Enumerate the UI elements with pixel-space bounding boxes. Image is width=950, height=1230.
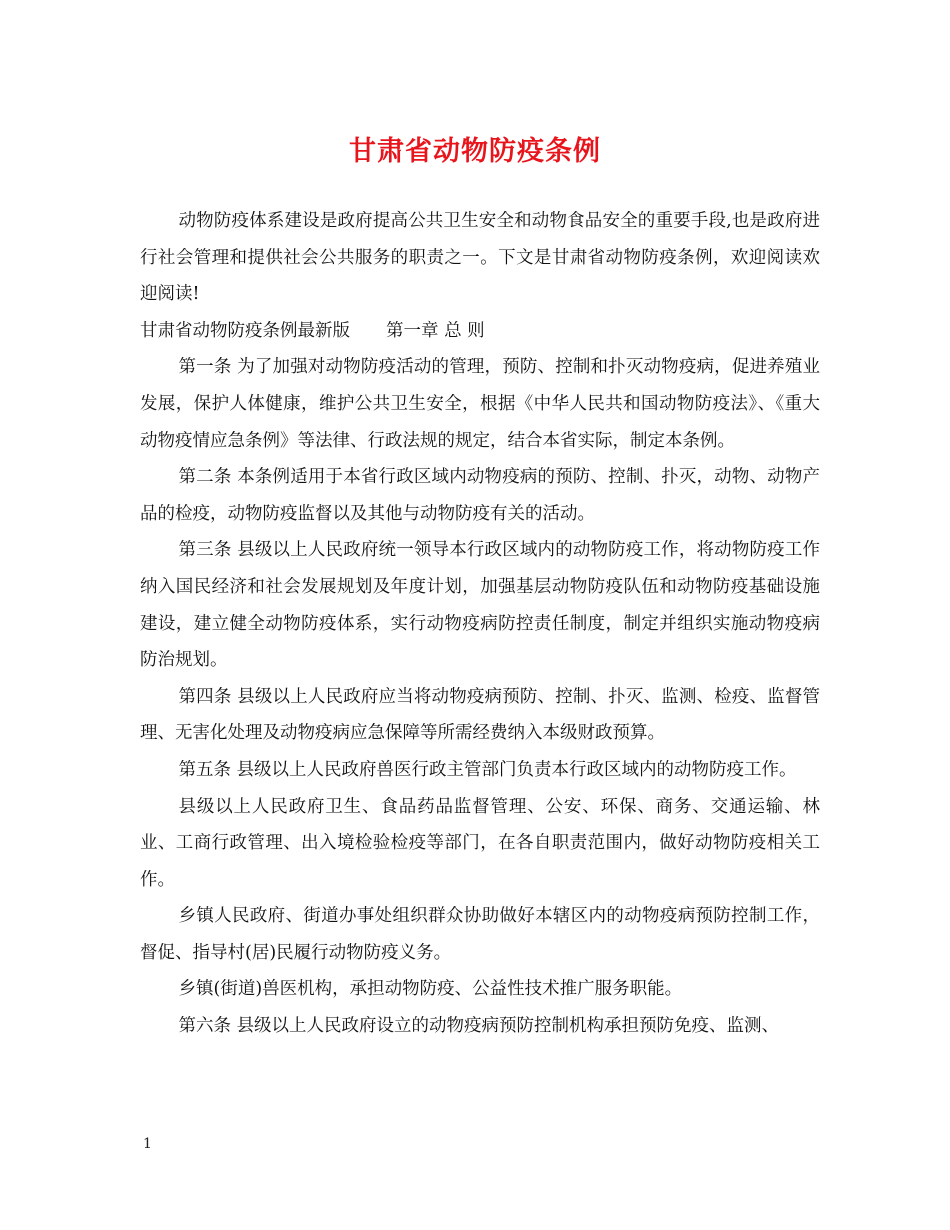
document-body [140,203,820,1045]
subtitle-text: 甘肃省动物防疫条例最新版 [140,320,350,341]
paragraph-article-3: 第三条 县级以上人民政府统一领导本行政区域内的动物防疫工作，将动物防疫工作纳入国民经济和社会发展规划及年度计划，加强基层动物防疫队伍和动物防疫基础设施建设，建立健全动物防疫体系，实行动物疫病防控责任制度，制定并组织实施动物疫病防治规划。 [140,540,820,671]
subtitle-line [140,313,820,350]
paragraph-article-6: 第六条 县级以上人民政府设立的动物疫病预防控制机构承担预防免疫、监测、 [178,1016,780,1037]
paragraph-article-2: 第二条 本条例适用于本省行政区域内动物疫病的预防、控制、扑灭，动物、动物产品的检疫，动物防疫监督以及其他与动物防疫有关的活动。 [140,467,820,524]
paragraph-article-5-clause-4: 乡镇(街道)兽医机构，承担动物防疫、公益性技术推广服务职能。 [178,979,683,1000]
document-title: 甘肃省动物防疫条例 [349,136,601,167]
paragraph-article-4: 第四条 县级以上人民政府应当将动物疫病预防、控制、扑灭、监测、检疫、监督管理、无害化处理及动物疫病应急保障等所需经费纳入本级财政预算。 [140,686,820,744]
paragraph-article-5-clause-3: 乡镇人民政府、街道办事处组织群众协助做好本辖区内的动物疫病预防控制工作，督促、指导村(居)民履行动物防疫义务。 [140,906,820,963]
paragraph-article-5-clause-2: 县级以上人民政府卫生、食品药品监督管理、公安、环保、商务、交通运输、林业、工商行政管理、出入境检验检疫等部门，在各自职责范围内，做好动物防疫相关工作。 [140,796,820,890]
paragraph-article-5: 第五条 县级以上人民政府兽医行政主管部门负责本行政区域内的动物防疫工作。 [178,759,797,780]
chapter-heading: 第一章 总 则 [386,320,485,341]
page-number: 1 [143,1136,152,1152]
paragraph-intro: 动物防疫体系建设是政府提高公共卫生安全和动物食品安全的重要手段,也是政府进行社会管理和提供社会公共服务的职责之一。下文是甘肃省动物防疫条例，欢迎阅读欢迎阅读! [140,211,820,305]
paragraph-article-1: 第一条 为了加强对动物防疫活动的管理，预防、控制和扑灭动物疫病，促进养殖业发展，保护人体健康，维护公共卫生安全，根据《中华人民共和国动物防疫法》、《重大动物疫情应急条例》等法律、行政法规的规定，结合本省实际，制定本条例。 [140,357,820,451]
